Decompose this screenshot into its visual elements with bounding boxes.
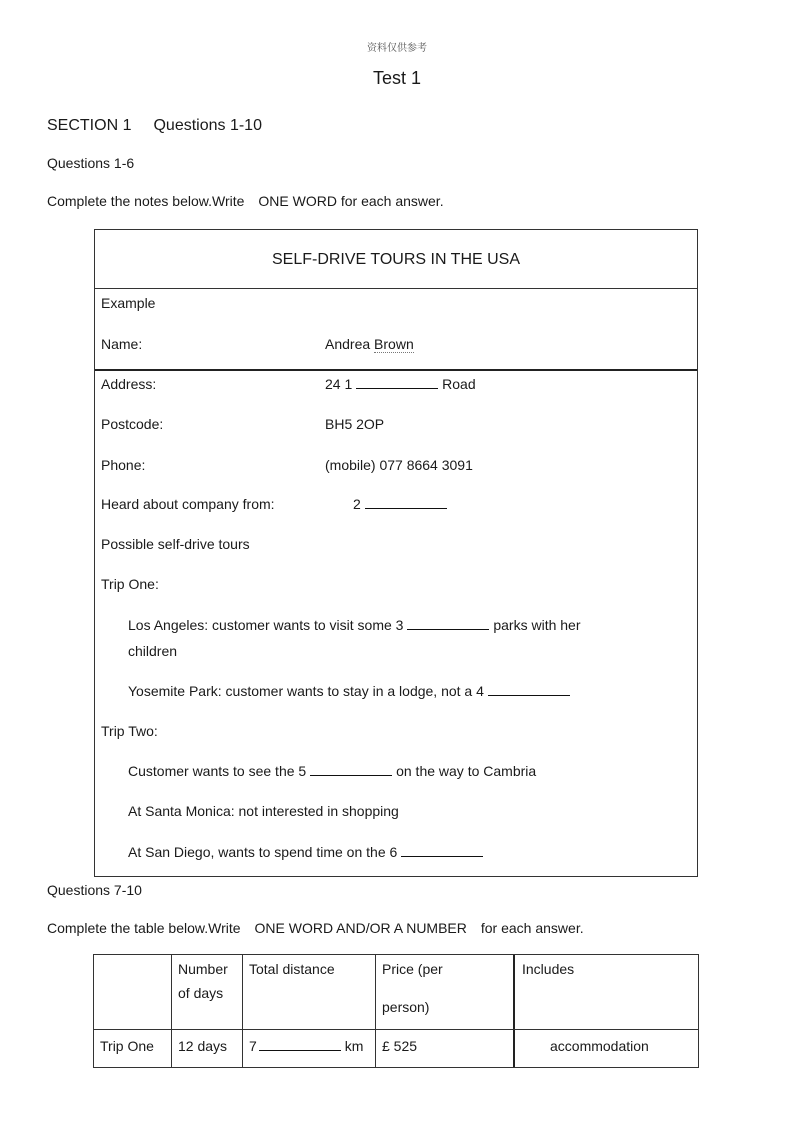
example-divider [95, 369, 697, 371]
answer-blank-4[interactable] [488, 684, 570, 696]
part2-heading: Questions 7-10 [47, 882, 142, 898]
address-value [325, 376, 476, 392]
answer-blank-2[interactable] [365, 497, 447, 509]
table-row-divider [94, 1029, 698, 1030]
tour-table [93, 954, 699, 1068]
header-distance: Total distance [249, 961, 335, 977]
heard-value [353, 496, 447, 512]
table-divider [375, 955, 376, 1067]
heard-label: Heard about company from: [101, 496, 275, 512]
customer-prefix: Customer wants to see the 5 [128, 763, 307, 779]
row-distance [249, 1038, 363, 1054]
answer-blank-6[interactable] [401, 845, 483, 857]
postcode-value: BH5 2OP [325, 416, 385, 432]
answer-blank-5[interactable] [310, 764, 392, 776]
table-divider [242, 955, 243, 1067]
yosemite-line [128, 683, 570, 699]
address-suffix: Road [442, 376, 476, 392]
answer-blank-3[interactable] [407, 618, 489, 630]
instruction2-suffix: for each answer. [480, 920, 584, 936]
answer-blank-7[interactable] [259, 1039, 341, 1051]
row-trip-name: Trip One [100, 1038, 154, 1054]
instruction-suffix: for each answer. [340, 193, 444, 209]
san-diego-line [128, 844, 483, 860]
section-questions: Questions 1-10 [153, 117, 262, 134]
notes-title: SELF-DRIVE TOURS IN THE USA [95, 230, 697, 289]
row-includes: accommodation [550, 1038, 649, 1054]
postcode-label: Postcode: [101, 416, 164, 432]
phone-label: Phone: [101, 457, 146, 473]
san-diego-prefix: At San Diego, wants to spend time on the 6 [128, 844, 398, 860]
distance-unit: km [344, 1038, 364, 1054]
heard-num: 2 [353, 496, 361, 512]
notes-box [94, 229, 698, 877]
la-line [128, 617, 581, 633]
trip-one-label: Trip One: [101, 576, 159, 592]
part1-instruction [47, 193, 444, 209]
phone-value: (mobile) 077 8664 3091 [325, 457, 473, 473]
address-prefix: 24 1 [325, 376, 353, 392]
la-suffix: parks with her [493, 617, 581, 633]
section-label: SECTION 1 [47, 117, 132, 134]
example-label: Example [101, 295, 156, 311]
part2-instruction [47, 920, 584, 936]
instruction-prefix: Complete the notes below.Write [47, 193, 245, 209]
row-price: £ 525 [382, 1038, 418, 1054]
instruction-emphasis: ONE WORD [258, 193, 337, 209]
customer-suffix: on the way to Cambria [396, 763, 537, 779]
header-price-1: Price (per [382, 961, 443, 977]
trip-two-label: Trip Two: [101, 723, 158, 739]
header-price-2: person) [382, 999, 430, 1015]
name-first: Andrea [325, 336, 371, 352]
address-label: Address: [101, 376, 157, 392]
header-days-2: of days [178, 985, 224, 1001]
part1-heading: Questions 1-6 [47, 155, 135, 171]
table-divider [513, 955, 515, 1067]
section-heading [47, 117, 262, 135]
page-title: Test 1 [372, 68, 422, 88]
la-prefix: Los Angeles: customer wants to visit some 3 [128, 617, 404, 633]
header-note: 资料仅供参考 [367, 43, 427, 54]
santa-monica-line: At Santa Monica: not interested in shopping [128, 803, 399, 819]
yosemite-prefix: Yosemite Park: customer wants to stay in a lodge, not a 4 [128, 683, 484, 699]
name-value [325, 336, 414, 352]
header-days-1: Number [178, 961, 228, 977]
answer-blank-1[interactable] [356, 377, 438, 389]
row-days: 12 days [178, 1038, 228, 1054]
table-divider [171, 955, 172, 1067]
distance-num: 7 [249, 1038, 257, 1054]
name-last: Brown [374, 336, 414, 352]
instruction2-prefix: Complete the table below.Write [47, 920, 241, 936]
la-cont: children [128, 643, 178, 659]
name-label: Name: [101, 336, 143, 352]
customer-line [128, 763, 536, 779]
header-includes: Includes [522, 961, 575, 977]
possible-tours: Possible self-drive tours [101, 536, 250, 552]
instruction2-emphasis: ONE WORD AND/OR A NUMBER [254, 920, 467, 936]
